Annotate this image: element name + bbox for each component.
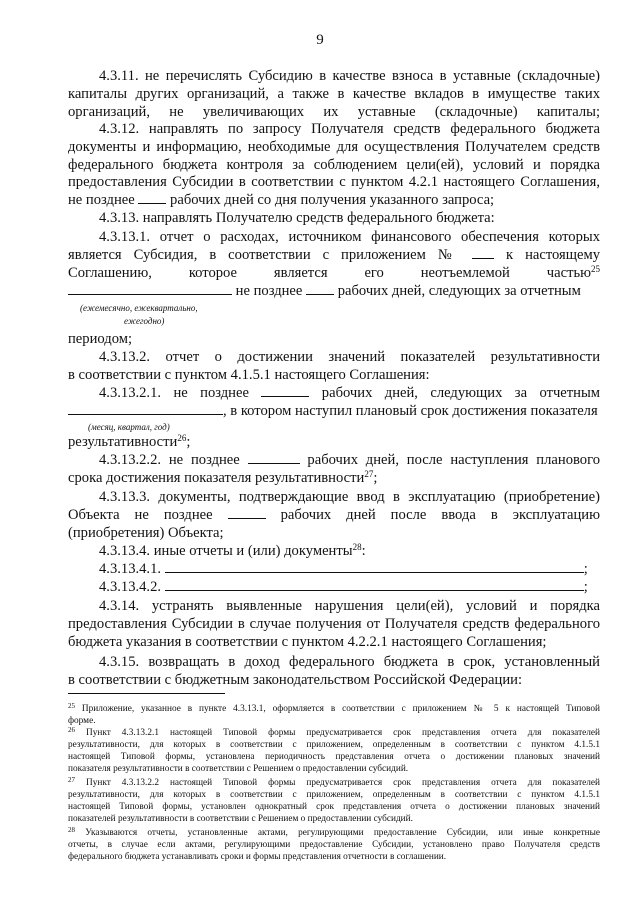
footnote: $^{25}$ Приложение, указанное в пункте 4.3.13.1, оформляется в соответствии с приложением № 5 к настоящей Типовой — [68, 702, 601, 714]
footnote: $^{27}$ Пункт 4.3.13.2.2 настоящей Типовой формы предусматривается срок представления отчета для показателей — [68, 776, 601, 788]
footnote: показателей результативности в соответствии с Решением о предоставлении субсидий. — [68, 814, 413, 824]
text-line: , в котором наступил плановый срок достижения показателя — [68, 403, 600, 420]
footnote-separator — [68, 693, 225, 694]
text-line: предоставления Субсидии в соответствии с пунктом 4.2.1 настоящего Соглашения, — [68, 174, 600, 190]
text-line: Соглашению, которое является его неотъемлемой частью$^{25}$ — [68, 264, 600, 281]
hint-label: (месяц, квартал, год) — [88, 422, 170, 432]
page-number: 9 — [316, 32, 324, 48]
text-line: 4.3.11. не перечислять Субсидию в качестве взноса в уставные (складочные) — [99, 68, 600, 84]
footnote: результативности, для которых в соответствии с приложением, определенным в соответствии с пунктом 4.1.5.1 — [68, 740, 600, 750]
text-line: 4.3.13.2.1. не позднее рабочих дней, следующих за отчетным — [99, 385, 600, 401]
text-line: не позднее рабочих дней, следующих за отчетным — [68, 283, 600, 300]
text-line: капиталы других организаций, а также в качестве вкладов в имуществе таких — [68, 86, 600, 102]
text-line: в соответствии с пунктом 4.1.5.1 настоящего Соглашения: — [68, 367, 430, 383]
footnote: результативности, для которых в соответствии с приложением, определенным в соответствии с пунктом 4.1.5.1 — [68, 790, 600, 800]
text-line: документы и информацию, необходимые для осуществления Получателем средств — [68, 139, 600, 155]
footnote-ref: 26 — [177, 433, 187, 443]
text-line: результативности$^{26}$; — [68, 433, 191, 450]
text-line: в соответствии с бюджетным законодательством Российской Федерации: — [68, 672, 523, 688]
text-line: 4.3.13.4.2. ; — [99, 579, 588, 595]
footnote-ref: 28 — [352, 542, 362, 552]
text-line: 4.3.15. возвращать в доход федерального бюджета в срок, установленный — [99, 654, 600, 670]
text-line: не позднее рабочих дней со дня получения указанного запроса; — [68, 192, 495, 208]
text-line: 4.3.14. устранять выявленные нарушения цели(ей), условий и порядка — [99, 598, 600, 614]
text-line: 4.3.13.2.2. не позднее рабочих дней, после наступления планового — [99, 452, 600, 468]
footnote-ref: 25 — [591, 264, 600, 274]
footnote: $^{26}$ Пункт 4.3.13.2.1 настоящей Типовой формы предусматривается срок представления отчета для показателей — [68, 726, 601, 738]
text-line: периодом; — [68, 331, 133, 347]
text-line: 4.3.13.2. отчет о достижении значений показателей результативности — [99, 349, 600, 365]
text-line: 4.3.13. направлять Получателю средств федерального бюджета: — [99, 210, 495, 226]
text-line: 4.3.13.3. документы, подтверждающие ввод в эксплуатацию (приобретение) — [99, 489, 600, 505]
footnote: показателя результативности в соответствии с Решением о предоставлении субсидий. — [68, 764, 409, 774]
footnote: форме. — [68, 716, 96, 726]
hint-label: ежегодно) — [124, 316, 165, 326]
footnote-ref: 27 — [364, 469, 374, 479]
footnote: федерального бюджета устанавливать сроки и формы представления отчетности в соглашении. — [68, 852, 447, 862]
text-line: 4.3.13.1. отчет о расходах, источником финансового обеспечения которых — [99, 229, 600, 245]
text-line: 4.3.13.4. иные отчеты и (или) документы$^{28}$: — [99, 542, 366, 559]
text-line: организаций, не увеличивающих их уставные (складочные) капиталы; — [68, 104, 600, 120]
text-line: является Субсидия, в соответствии с приложением № к настоящему — [68, 247, 600, 263]
footnote: настоящей Типовой формы, установлена периодичность представления отчета о достижении плановых значений — [68, 752, 600, 762]
footnote: настоящей Типовой формы, установлен однократный срок представления отчета о достижении плановых значений — [68, 802, 600, 812]
text-line: 4.3.12. направлять по запросу Получателя средств федерального бюджета — [99, 121, 600, 137]
text-line: (приобретения) Объекта; — [68, 525, 224, 541]
text-line: Объекта не позднее рабочих дней после ввода в эксплуатацию — [68, 507, 601, 523]
hint-label: (ежемесячно, ежеквартально, — [80, 303, 198, 313]
footnote: $^{28}$ Указываются отчеты, установленные актами, регулирующими предоставление Субсидии, или иные конкретные — [68, 826, 600, 838]
text-line: предоставления Субсидии в случае получения от Получателя средств федерального — [68, 616, 600, 632]
text-line: срока достижения показателя результативности$^{27}$; — [68, 469, 378, 486]
text-line: бюджета указания в соответствии с пунктом 4.2.2.1 настоящего Соглашения; — [68, 634, 547, 650]
text-line: федерального бюджета контроля за соблюдением цели(ей), условий и порядка — [68, 157, 600, 173]
text-line: 4.3.13.4.1. ; — [99, 561, 588, 577]
footnote: отчеты, в случае если актами, регулирующими предоставление Субсидии, установлено право Получателя средств — [68, 840, 600, 850]
